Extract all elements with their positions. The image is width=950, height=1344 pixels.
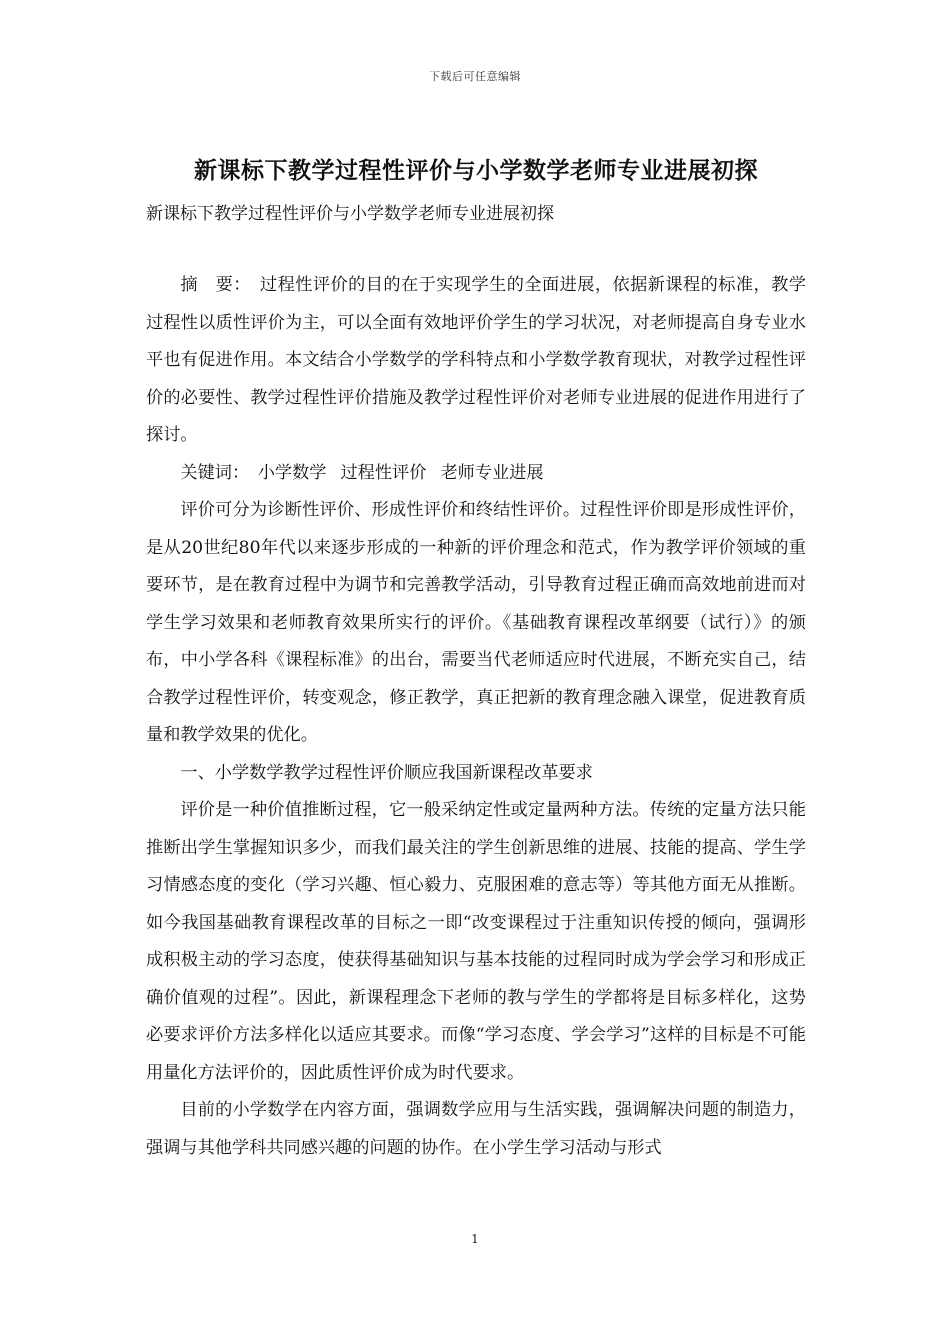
- keywords-label: 关键词： 小学数学: [180, 462, 327, 483]
- body-paragraph: 评价是一种价值推断过程，它一般采纳定性或定量两种方法。传统的定量方法只能推断出学生掌握知识多少，而我们最关注的学生创新思维的进展、技能的提高、学生学习情感态度的变化（学习兴趣、恒心毅力、克服困难的意志等）等其他方面无从推断。如今我国基础教育课程改革的目标之一即“改变课程过于注重知识传授的倾向，强调形成积极主动的学习态度，使获得基础知识与基本技能的过程同时成为学会学习和形成正确价值观的过程”。因此，新课程理念下老师的教与学生的学都将是目标多样化，这势必要求评价方法多样化以适应其要求。而像“学习态度、学会学习”这样的目标是不可能用量化方法评价的，因此质性评价成为时代要求。: [146, 800, 806, 1083]
- abstract-paragraph: 摘 要： 过程性评价的目的在于实现学生的全面进展，依据新课程的标准，教学过程性以质性评价为主，可以全面有效地评价学生的学习状况，对老师提高自身专业水平也有促进作用。本文结合小学数学的学科特点和小学数学教育现状，对教学过程性评价的必要性、教学过程性评价措施及教学过程性评价对老师专业进展的促进作用进行了探讨。: [146, 275, 806, 445]
- keywords-line: [146, 455, 806, 493]
- keyword-item: 老师专业进展: [440, 462, 544, 483]
- document-body: [146, 267, 806, 1167]
- body-paragraph: 评价可分为诊断性评价、形成性评价和终结性评价。过程性评价即是形成性评价，是从20世纪80年代以来逐步形成的一种新的评价理念和范式，作为教学评价领域的重要环节，是在教育过程中为调节和完善教学活动，引导教育过程正确而高效地前进而对学生学习效果和老师教育效果所实行的评价。《基础教育课程改革纲要（试行）》的颁布，中小学各科《课程标准》的出台，需要当代老师适应时代进展，不断充实自己，结合教学过程性评价，转变观念，修正教学，真正把新的教育理念融入课堂，促进教育质量和教学效果的优化。: [146, 500, 806, 745]
- body-paragraph: 目前的小学数学在内容方面，强调数学应用与生活实践，强调解决问题的制造力，强调与其他学科共同感兴趣的问题的协作。在小学生学习活动与形式: [146, 1100, 806, 1158]
- header-note: 下载后可任意编辑: [429, 70, 521, 83]
- section-heading: 一、小学数学教学过程性评价顺应我国新课程改革要求: [180, 762, 593, 783]
- document-subtitle: 新课标下教学过程性评价与小学数学老师专业进展初探: [146, 204, 554, 224]
- page-number: 1: [471, 1232, 479, 1246]
- keyword-item: 过程性评价: [340, 462, 427, 483]
- document-title: 新课标下教学过程性评价与小学数学老师专业进展初探: [194, 157, 758, 184]
